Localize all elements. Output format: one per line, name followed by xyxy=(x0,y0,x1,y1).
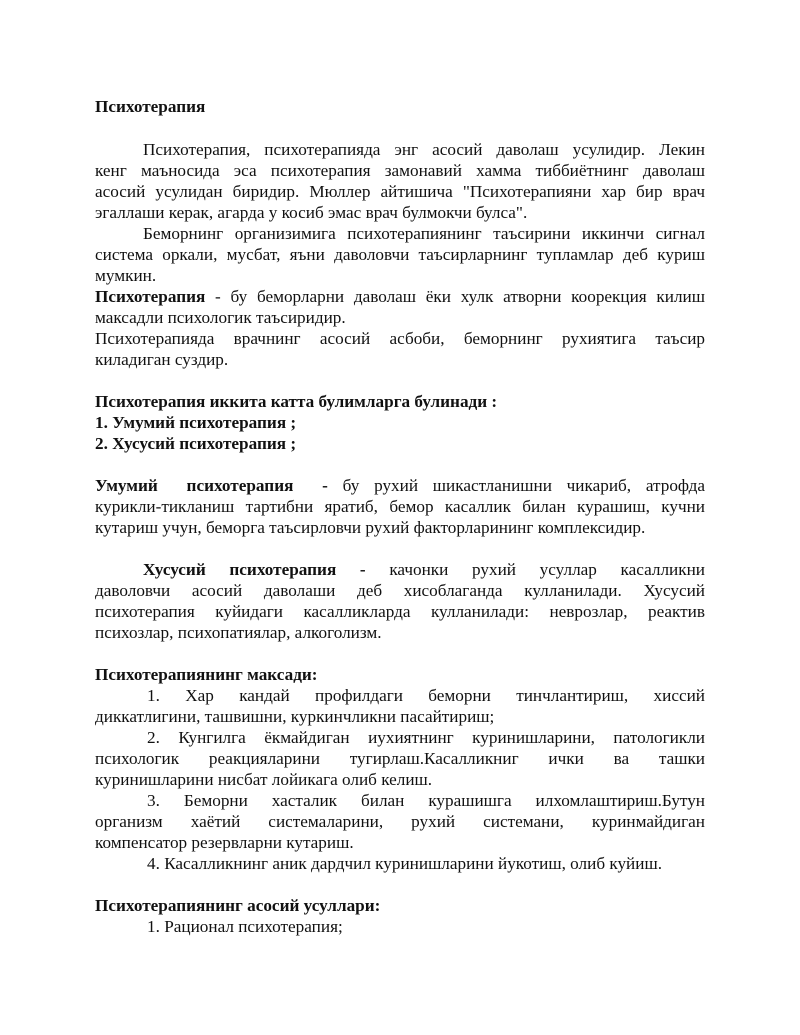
general-line-1 xyxy=(95,475,705,496)
special-line-2: даволовчи асосий даволаши деб хисоблаганда кулланилади. Хусусий xyxy=(95,581,705,600)
general-line-3: кутариш учун, беморга таъсирловчи рухий факторларининг комплексидир. xyxy=(95,518,646,537)
special-line-1 xyxy=(95,559,705,580)
goal-3-line-1: 3. Беморни хасталик билан курашишга илхомлаштириш.Бутун xyxy=(147,791,705,810)
divisions-heading: Психотерапия иккита катта булимларга булинади : xyxy=(95,392,498,411)
paragraph-1-line-3: асосий усулидан биридир. Мюллер айтишича "Психотерапияни хар бир врач xyxy=(95,182,705,201)
special-term: Хусусий психотерапия - xyxy=(143,560,366,579)
general-term: Умумий психотерапия - xyxy=(95,476,328,495)
goal-2-line-1: 2. Кунгилга ёкмайдиган иухиятнинг куринишларини, патологикли xyxy=(147,728,705,747)
special-text: качонки рухий усуллар касалликни xyxy=(365,560,705,579)
method-item-1: 1. Рационал психотерапия; xyxy=(147,917,343,936)
goal-2-line-3: куринишларини нисбат лойикага олиб келиш. xyxy=(95,770,433,789)
general-text: бу рухий шикастланишни чикариб, атрофда xyxy=(327,476,705,495)
definition-line-2: максадли психологик таъсиридир. xyxy=(95,308,346,327)
definition-line-1 xyxy=(95,286,705,307)
goal-2-line-2: психологик реакцияларини тугирлаш.Касалликниг ички ва ташки xyxy=(95,749,705,768)
methods-heading: Психотерапиянинг асосий усуллари: xyxy=(95,896,381,915)
goal-1-line-2: диккатлигини, ташвишни, куркинчликни пасайтириш; xyxy=(95,707,495,726)
goal-3-line-2: организм хаётий системаларини, рухий системани, куринмайдиган xyxy=(95,812,705,831)
document-title: Психотерапия xyxy=(95,97,206,116)
division-item-2: 2. Хусусий психотерапия ; xyxy=(95,434,297,453)
division-item-1: 1. Умумий психотерапия ; xyxy=(95,413,297,432)
goal-4-line-1: 4. Касалликнинг аник дардчил куринишларини йукотиш, олиб куйиш. xyxy=(147,854,662,873)
definition-term: Психотерапия xyxy=(95,287,206,306)
general-line-2: курикли-тикланиш тартибни яратиб, бемор касаллик билан курашиш, кучни xyxy=(95,497,705,516)
paragraph-4-line-2: киладиган суздир. xyxy=(95,350,229,369)
paragraph-2-line-2: система оркали, мусбат, яъни даволовчи таъсирларнинг тупламлар деб куриш xyxy=(95,245,705,264)
paragraph-4-line-1: Психотерапияда врачнинг асосий асбоби, беморнинг рухиятига таъсир xyxy=(95,329,705,348)
goal-1-line-1: 1. Хар кандай профилдаги беморни тинчлантириш, хиссий xyxy=(147,686,705,705)
special-line-4: психозлар, психопатиялар, алкоголизм. xyxy=(95,623,382,642)
definition-text: - бу беморларни даволаш ёки хулк атворни коорекция килиш xyxy=(205,287,705,306)
paragraph-2-line-1: Беморнинг организимига психотерапиянинг таъсирини иккинчи сигнал xyxy=(143,224,705,243)
paragraph-1-line-2: кенг маъносида эса психотерапия замонавий хамма тиббиётнинг даволаш xyxy=(95,161,705,180)
special-line-3: психотерапия куйидаги касалликларда кулланилади: неврозлар, реактив xyxy=(95,602,705,621)
paragraph-1-line-1: Психотерапия, психотерапияда энг асосий даволаш усулидир. Лекин xyxy=(143,140,705,159)
paragraph-2-line-3: мумкин. xyxy=(95,266,157,285)
paragraph-1-line-4: эгаллаши керак, агарда у косиб эмас врач булмокчи булса". xyxy=(95,203,528,222)
goal-3-line-3: компенсатор резервларни кутариш. xyxy=(95,833,354,852)
goals-heading: Психотерапиянинг максади: xyxy=(95,665,318,684)
